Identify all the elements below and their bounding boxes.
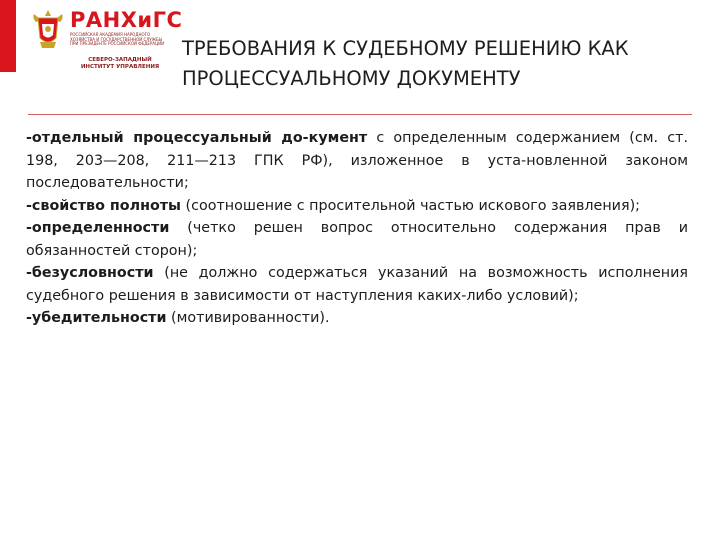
logo-subtitle: РОССИЙСКАЯ АКАДЕМИЯ НАРОДНОГО ХОЗЯЙСТВА И ГОСУДАРСТВЕННОЙ СЛУЖБЫ ПРИ ПРЕЗИДЕНТЕ РОССИЙСКОЙ ФЕДЕРАЦИИ	[70, 32, 165, 47]
item-term: -убедительности	[26, 310, 167, 326]
list-item	[26, 262, 688, 307]
item-text: (четко решен вопрос относительно содержания прав и обязанностей сторон);	[26, 220, 688, 259]
item-text: (не должно содержаться указаний на возможность исполнения судебного решения в зависимости от наступления каких-либо условий);	[26, 265, 688, 304]
ranepa-logo	[30, 8, 183, 72]
logo-branch: СЕВЕРО-ЗАПАДНЫЙ ИНСТИТУТ УПРАВЛЕНИЯ	[80, 57, 160, 70]
item-term: -определенности	[26, 220, 170, 236]
list-item	[26, 195, 688, 218]
list-item	[26, 307, 688, 330]
item-term: -отдельный процессуальный до-кумент	[26, 130, 368, 146]
item-text: (соотношение с просительной частью искового заявления);	[181, 197, 640, 214]
requirements-list	[26, 127, 688, 330]
item-term: -безусловности	[26, 265, 154, 281]
title-divider	[28, 114, 692, 115]
logo-name: РАНХиГС	[70, 8, 183, 32]
list-item	[26, 217, 688, 262]
list-item	[26, 127, 688, 195]
item-term: -свойство полноты	[26, 197, 181, 214]
item-text: с определенным содержанием (см. ст. 198, 203—208, 211—213 ГПК РФ), изложенное в уста-новленной законом последовательности;	[26, 130, 688, 191]
emblem-icon	[30, 8, 66, 52]
slide-title: ТРЕБОВАНИЯ К СУДЕБНОМУ РЕШЕНИЮ КАК ПРОЦЕССУАЛЬНОМУ ДОКУМЕНТУ	[182, 37, 629, 90]
accent-bar	[0, 0, 16, 72]
item-text: (мотивированности).	[166, 310, 330, 326]
